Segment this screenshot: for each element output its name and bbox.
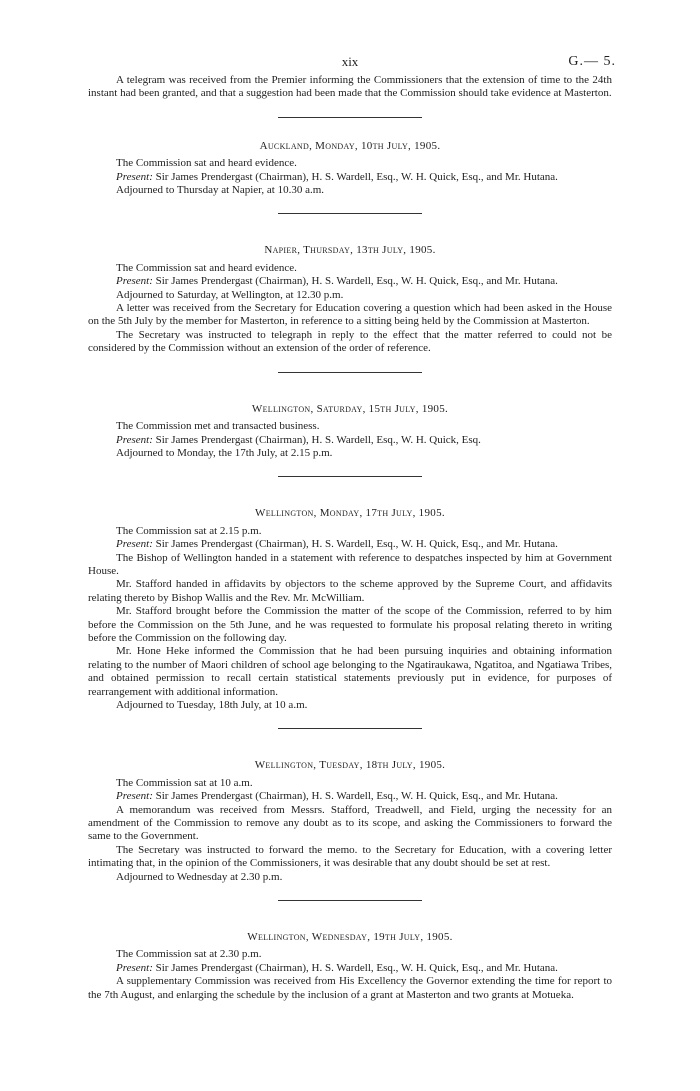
present-line — [88, 171, 612, 184]
minute-paragraph: The Secretary was instructed to telegraph in reply to the effect that the matter referred to could not be considered by the Commission without an extension of the order of reference. — [88, 328, 612, 355]
section-divider — [278, 213, 422, 214]
present-members: Sir James Prendergast (Chairman), H. S. Wardell, Esq., W. H. Quick, Esq., and Mr. Hutana. — [152, 961, 558, 974]
sitting-section — [88, 140, 612, 215]
present-members: Sir James Prendergast (Chairman), H. S. Wardell, Esq., W. H. Quick, Esq. — [152, 433, 481, 446]
present-label: Present: — [116, 961, 153, 974]
present-line — [88, 434, 612, 447]
present-label: Present: — [116, 538, 153, 551]
section-divider — [278, 728, 422, 729]
sitting-opening: The Commission sat and heard evidence. — [116, 261, 297, 274]
intro-paragraph: A telegram was received from the Premier informing the Commissioners that the extension of time to the 24th instant had been granted, and that a suggestion had been made that the Commission should take evidence at Masterton. — [88, 74, 612, 100]
present-line — [88, 962, 612, 975]
sitting-section — [88, 931, 612, 1002]
page-body — [88, 74, 612, 1002]
sitting-opening: The Commission sat and heard evidence. — [116, 157, 297, 170]
present-line — [88, 538, 612, 551]
sitting-heading: Auckland, Monday, 10th July, 1905. — [259, 139, 441, 152]
section-divider — [278, 372, 422, 373]
document-reference: G.— 5. — [568, 54, 616, 69]
sitting-section — [88, 507, 612, 729]
page-number: xix — [341, 54, 359, 69]
sitting-section — [88, 759, 612, 901]
adjournment-line: Adjourned to Thursday at Napier, at 10.30 a.m. — [116, 184, 325, 197]
sitting-section — [88, 244, 612, 372]
present-members: Sir James Prendergast (Chairman), H. S. Wardell, Esq., W. H. Quick, Esq., and Mr. Hutana. — [152, 538, 558, 551]
sitting-heading: Wellington, Tuesday, 18th July, 1905. — [254, 759, 446, 772]
present-label: Present: — [116, 433, 153, 446]
minute-paragraph: A supplementary Commission was received from His Excellency the Governor extending the time for report to the 7th August, and enlarging the schedule by the inclusion of a grant at Masterton and two grants at Motueka. — [88, 975, 612, 1001]
minute-paragraph: Mr. Hone Heke informed the Commission that he had been pursuing inquiries and obtaining information relating to the number of Maori children of school age belonging to the Ngatiraukawa, Ngatitoa, and Ngatiawa Tribes, and obtained permission to recall certain statistical statements previously put in evidence, for purposes of rearrangement with additional information. — [88, 645, 612, 698]
page-header — [0, 54, 700, 74]
present-label: Present: — [116, 275, 153, 288]
sitting-heading: Napier, Thursday, 13th July, 1905. — [264, 244, 436, 257]
adjournment-line: Adjourned to Monday, the 17th July, at 2.15 p.m. — [116, 446, 333, 459]
sittings-list — [88, 140, 612, 1002]
present-label: Present: — [116, 170, 153, 183]
sitting-heading: Wellington, Wednesday, 19th July, 1905. — [247, 931, 453, 944]
present-members: Sir James Prendergast (Chairman), H. S. Wardell, Esq., W. H. Quick, Esq., and Mr. Hutana. — [152, 275, 558, 288]
present-members: Sir James Prendergast (Chairman), H. S. Wardell, Esq., W. H. Quick, Esq., and Mr. Hutana. — [152, 790, 558, 803]
sitting-section — [88, 403, 612, 478]
present-members: Sir James Prendergast (Chairman), H. S. Wardell, Esq., W. H. Quick, Esq., and Mr. Hutana. — [152, 170, 558, 183]
minute-paragraph: Adjourned to Saturday, at Wellington, at 12.30 p.m. — [116, 288, 344, 301]
sitting-opening: The Commission sat at 10 a.m. — [116, 776, 253, 789]
minute-paragraph: A letter was received from the Secretary for Education covering a question which had been asked in the House on the 5th July by the member for Masterton, in reference to a sitting being held by the Commission at Masterton. — [88, 302, 612, 328]
section-divider — [278, 117, 422, 118]
minute-paragraph: Mr. Stafford handed in affidavits by objectors to the scheme approved by the Supreme Court, and affidavits relating thereto by Bishop Wallis and the Rev. Mr. McWilliam. — [88, 578, 612, 604]
adjournment-line: Adjourned to Tuesday, 18th July, at 10 a.m. — [116, 699, 308, 711]
minute-paragraph: The Bishop of Wellington handed in a statement with reference to despatches inspected by him at Government House. — [88, 551, 612, 577]
present-label: Present: — [116, 790, 153, 803]
present-line — [88, 275, 612, 288]
sitting-opening: The Commission sat at 2.15 p.m. — [116, 524, 262, 537]
sitting-heading: Wellington, Monday, 17th July, 1905. — [255, 507, 445, 520]
sitting-heading: Wellington, Saturday, 15th July, 1905. — [251, 402, 449, 415]
sitting-opening: The Commission sat at 2.30 p.m. — [116, 948, 262, 961]
minute-paragraph: A memorandum was received from Messrs. Stafford, Treadwell, and Field, urging the necessity for an amendment of the Commission to remove any doubt as to its scope, and asking the Commissioners to forward the same to the Government. — [88, 803, 612, 843]
minute-paragraph: Mr. Stafford brought before the Commission the matter of the scope of the Commission, referred to by him before the Commission on the 5th June, and he was requested to formulate his proposal relating thereto in writing before the Commission on the following day. — [88, 605, 612, 644]
sitting-opening: The Commission met and transacted business. — [116, 420, 320, 433]
present-line — [88, 790, 612, 803]
section-divider — [278, 476, 422, 477]
minute-paragraph: The Secretary was instructed to forward the memo. to the Secretary for Education, with a covering letter intimating that, in the opinion of the Commissioners, it was desirable that any doubt should be set at rest. — [88, 843, 612, 870]
adjournment-line: Adjourned to Wednesday at 2.30 p.m. — [116, 870, 283, 883]
section-divider — [278, 900, 422, 901]
